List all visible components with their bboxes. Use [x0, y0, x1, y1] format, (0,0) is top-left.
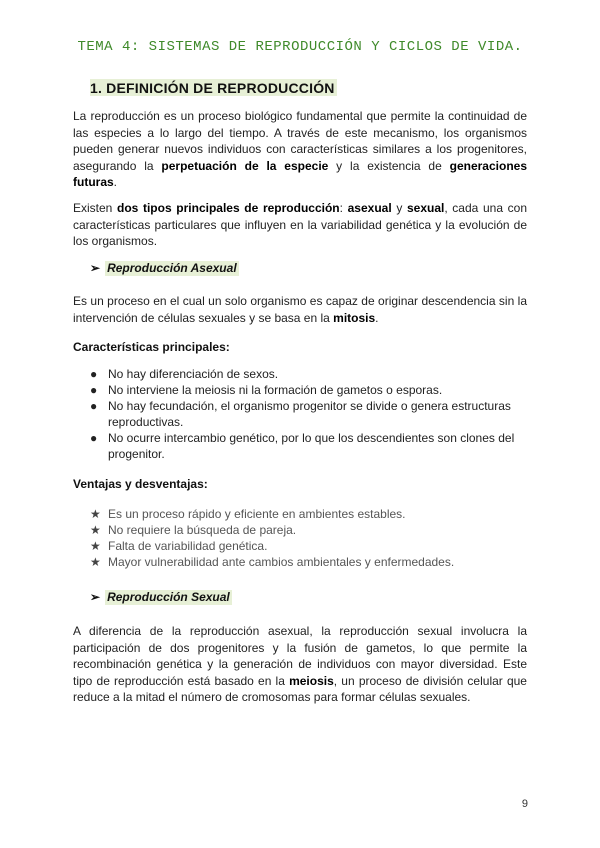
page-number: 9: [521, 798, 528, 810]
list-item: ★ Es un proceso rápido y eficiente en ambientes estables.: [90, 507, 406, 521]
page-title: TEMA 4: SISTEMAS DE REPRODUCCIÓN Y CICLOS DE VIDA.: [77, 39, 523, 55]
paragraph-sexual: A diferencia de la reproducción asexual, la reproducción sexual involucra la participación de dos progenitores y la fusión de gametos, lo que permite la recombinación genética y la generación de individuos con mayor diversidad. Este tipo de reproducción está basado en la meiosis, un proceso de división celular que reduce a la mitad el número de cromosomas para formar células sexuales.: [73, 624, 527, 704]
subheading-asexual: ➢ Reproducción Asexual: [90, 261, 237, 275]
subheading-sexual: ➢ Reproducción Sexual: [90, 590, 230, 604]
list-item: ● No interviene la meiosis ni la formación de gametos o esporas.: [90, 383, 443, 397]
arrow-icon: ➢: [90, 590, 101, 604]
star-icon: ★: [90, 555, 101, 569]
paragraph-tipos: Existen dos tipos principales de reproducción: asexual y sexual, cada una con características particulares que influyen en la variabilidad genética y la evolución de los organismos.: [73, 201, 527, 248]
star-icon: ★: [90, 507, 101, 521]
section-heading-definicion: 1. DEFINICIÓN DE REPRODUCCIÓN: [90, 80, 335, 96]
bullet-icon: ●: [90, 383, 98, 397]
bullet-icon: ●: [90, 431, 98, 445]
pros-cons-label: Ventajas y desventajas:: [73, 477, 208, 491]
list-item: ★ Falta de variabilidad genética.: [90, 539, 268, 553]
list-item: ★ No requiere la búsqueda de pareja.: [90, 523, 297, 537]
pros-cons-list: [90, 506, 530, 570]
bullet-icon: ●: [90, 367, 98, 381]
arrow-icon: ➢: [90, 261, 101, 275]
characteristics-label: Características principales:: [73, 340, 230, 354]
list-item: ● No hay diferenciación de sexos.: [90, 367, 279, 381]
list-item: ★ Mayor vulnerabilidad ante cambios ambientales y enfermedades.: [90, 555, 455, 569]
star-icon: ★: [90, 523, 101, 537]
bullet-icon: ●: [90, 399, 98, 413]
paragraph-asexual: Es un proceso en el cual un solo organismo es capaz de originar descendencia sin la intervención de células sexuales y se basa en la mitosis.: [73, 294, 527, 325]
list-item: ● No hay fecundación, el organismo progenitor se divide o genera estructuras reproductivas.: [90, 399, 511, 429]
characteristics-list: [90, 366, 530, 462]
paragraph-definicion: La reproducción es un proceso biológico fundamental que permite la continuidad de las especies a lo largo del tiempo. A través de este mecanismo, los organismos pueden generar nuevos individuos con características similares a los progenitores, asegurando la perpetuación de la especie y la existencia de generaciones futuras.: [73, 109, 527, 189]
list-item: ● No ocurre intercambio genético, por lo que los descendientes son clones del progenitor.: [90, 431, 515, 461]
star-icon: ★: [90, 539, 101, 553]
